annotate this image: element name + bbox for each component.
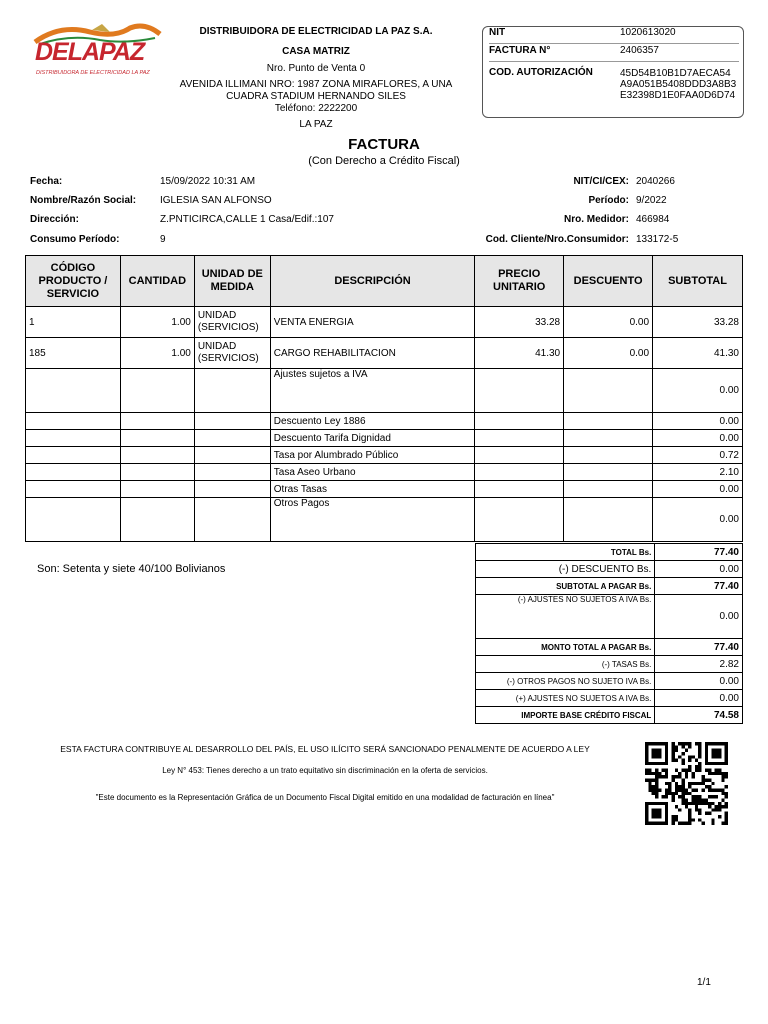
- table-row: [26, 338, 743, 369]
- cliente-label: Cod. Cliente/Nro.Consumidor:: [485, 234, 629, 245]
- auth-label: COD. AUTORIZACIÓN: [489, 67, 593, 78]
- adjustment-row: [26, 481, 743, 498]
- adjustment-row: [26, 430, 743, 447]
- col-subtotal: SUBTOTAL: [653, 256, 743, 307]
- adjust-no-iva-label: (-) AJUSTES NO SUJETOS A IVA Bs.: [476, 595, 655, 639]
- other-payments-value: 0.00: [655, 673, 743, 690]
- col-descripcion: DESCRIPCIÓN: [270, 256, 474, 307]
- adjustment-label: Tasa Aseo Urbano: [270, 464, 474, 481]
- totals-row: [476, 544, 743, 561]
- auth-row: [489, 67, 739, 107]
- adjustment-label: Otras Tasas: [270, 481, 474, 498]
- amount-due-label: MONTO TOTAL A PAGAR Bs.: [476, 639, 655, 656]
- nit-row: [489, 27, 739, 44]
- row-subtotal: 41.30: [653, 338, 743, 369]
- totals-table: [475, 543, 743, 724]
- table-row: [26, 307, 743, 338]
- point-of-sale: Nro. Punto de Venta 0: [266, 63, 366, 74]
- invoice-number: 2406357: [620, 45, 659, 56]
- adjustment-row: [26, 498, 743, 542]
- adjustment-value: 0.00: [653, 481, 743, 498]
- taxes-label: (-) TASAS Bs.: [476, 656, 655, 673]
- medidor-value: 466984: [636, 214, 670, 225]
- adjustment-row: [26, 447, 743, 464]
- adjustment-row: [26, 369, 743, 413]
- row-cantidad: 1.00: [120, 338, 194, 369]
- medidor-label: Nro. Medidor:: [564, 214, 629, 225]
- fecha-value: 15/09/2022 10:31 AM: [160, 176, 256, 187]
- tax-credit-base-label: IMPORTE BASE CRÉDITO FISCAL: [476, 707, 655, 724]
- nombre-label: Nombre/Razón Social:: [30, 195, 137, 206]
- legend-law: ESTA FACTURA CONTRIBUYE AL DESARROLLO DEL PAÍS, EL USO ILÍCITO SERÁ SANCIONADO PENALMENTE DE ACUERDO A LEY: [60, 744, 590, 754]
- company-logo: [30, 22, 165, 82]
- legend-ley-453: Ley N° 453: Tienes derecho a un trato equitativo sin discriminación en la oferta de servicios.: [162, 766, 488, 775]
- row-descripcion: CARGO REHABILITACION: [270, 338, 474, 369]
- company-city: LA PAZ: [299, 119, 333, 130]
- col-codigo: CÓDIGO PRODUCTO / SERVICIO: [26, 256, 121, 307]
- qr-code-graphic: [645, 741, 728, 826]
- adjustment-label: Ajustes sujetos a IVA: [270, 369, 474, 413]
- total-value: 77.40: [655, 544, 743, 561]
- address-line-2: CUADRA STADIUM HERNANDO SILES: [226, 91, 406, 102]
- direccion-value: Z.PNTICIRCA,CALLE 1 Casa/Edif.:107: [160, 214, 334, 225]
- adjustment-row: [26, 464, 743, 481]
- invoice-subtitle: (Con Derecho a Crédito Fiscal): [308, 155, 460, 167]
- adjustment-value: 0.00: [653, 413, 743, 430]
- adjustment-value: 0.00: [653, 369, 743, 413]
- totals-row: [476, 707, 743, 724]
- auth-line-1: 45D54B10B1D7AECA54: [620, 68, 731, 79]
- adjustment-label: Tasa por Alumbrado Público: [270, 447, 474, 464]
- company-branch: CASA MATRIZ: [282, 46, 350, 57]
- invoice-label: FACTURA N°: [489, 45, 551, 56]
- totals-row: [476, 639, 743, 656]
- periodo-label: Período:: [588, 195, 629, 206]
- totals-row: [476, 578, 743, 595]
- totals-row: [476, 656, 743, 673]
- discount-label: (-) DESCUENTO Bs.: [476, 561, 655, 578]
- consumo-value: 9: [160, 234, 166, 245]
- taxes-value: 2.82: [655, 656, 743, 673]
- table-header-row: [26, 256, 743, 307]
- legend-digital-doc: "Este documento es la Representación Gráfica de un Documento Fiscal Digital emitido en una modalidad de facturación en línea": [95, 793, 555, 802]
- totals-row: [476, 595, 743, 639]
- cliente-value: 133172-5: [636, 234, 679, 245]
- row-cantidad: 1.00: [120, 307, 194, 338]
- amount-due-value: 77.40: [655, 639, 743, 656]
- adjustment-label: Otros Pagos: [270, 498, 474, 542]
- col-precio: PRECIO UNITARIO: [475, 256, 564, 307]
- logo-text: DELAPAZ: [35, 38, 145, 66]
- company-phone: Teléfono: 2222200: [274, 103, 358, 114]
- page-number: 1/1: [697, 977, 711, 988]
- adjustment-label: Descuento Ley 1886: [270, 413, 474, 430]
- totals-row: [476, 561, 743, 578]
- fiscal-info-box: [482, 26, 744, 118]
- plus-adjust-label: (+) AJUSTES NO SUJETOS A IVA Bs.: [476, 690, 655, 707]
- nit-ci-value: 2040266: [636, 176, 675, 187]
- adjustment-value: 2.10: [653, 464, 743, 481]
- total-label: TOTAL Bs.: [476, 544, 655, 561]
- row-precio: 41.30: [475, 338, 564, 369]
- logo-tagline: DISTRIBUIDORA DE ELECTRICIDAD LA PAZ: [36, 70, 150, 76]
- direccion-label: Dirección:: [30, 214, 79, 225]
- row-codigo: 185: [26, 338, 121, 369]
- adjustment-value: 0.00: [653, 430, 743, 447]
- items-table: [25, 255, 743, 542]
- invoice-row: [489, 45, 739, 62]
- adjust-no-iva-value: 0.00: [655, 595, 743, 639]
- col-descuento: DESCUENTO: [564, 256, 653, 307]
- auth-line-3: E32398D1E0FAA0D6D74: [620, 90, 736, 101]
- plus-adjust-value: 0.00: [655, 690, 743, 707]
- row-unidad: UNIDAD (SERVICIOS): [194, 307, 270, 338]
- auth-line-2: A9A051B5408DDD3A8B3: [620, 79, 737, 90]
- totals-row: [476, 690, 743, 707]
- row-descripcion: VENTA ENERGIA: [270, 307, 474, 338]
- adjustment-row: [26, 413, 743, 430]
- subtotal-pay-value: 77.40: [655, 578, 743, 595]
- col-unidad: UNIDAD DE MEDIDA: [194, 256, 270, 307]
- fecha-label: Fecha:: [30, 176, 63, 187]
- subtotal-pay-label: SUBTOTAL A PAGAR Bs.: [476, 578, 655, 595]
- nombre-value: IGLESIA SAN ALFONSO: [160, 195, 272, 206]
- nit-value: 1020613020: [620, 27, 676, 38]
- adjustment-value: 0.72: [653, 447, 743, 464]
- row-descuento: 0.00: [564, 338, 653, 369]
- periodo-value: 9/2022: [636, 195, 667, 206]
- discount-value: 0.00: [655, 561, 743, 578]
- nit-ci-label: NIT/CI/CEX:: [573, 176, 629, 187]
- adjustment-value: 0.00: [653, 498, 743, 542]
- row-codigo: 1: [26, 307, 121, 338]
- row-unidad: UNIDAD (SERVICIOS): [194, 338, 270, 369]
- other-payments-label: (-) OTROS PAGOS NO SUJETO IVA Bs.: [476, 673, 655, 690]
- nit-label: NIT: [489, 27, 506, 38]
- address-line-1: AVENIDA ILLIMANI NRO: 1987 ZONA MIRAFLORES, A UNA: [179, 79, 453, 90]
- row-precio: 33.28: [475, 307, 564, 338]
- invoice-title: FACTURA: [348, 136, 420, 153]
- totals-row: [476, 673, 743, 690]
- amount-in-words: Son: Setenta y siete 40/100 Bolivianos: [37, 563, 226, 575]
- adjustment-label: Descuento Tarifa Dignidad: [270, 430, 474, 447]
- row-subtotal: 33.28: [653, 307, 743, 338]
- col-cantidad: CANTIDAD: [120, 256, 194, 307]
- tax-credit-base-value: 74.58: [655, 707, 743, 724]
- company-name: DISTRIBUIDORA DE ELECTRICIDAD LA PAZ S.A.: [199, 26, 433, 37]
- qr-code: [645, 741, 728, 826]
- row-descuento: 0.00: [564, 307, 653, 338]
- consumo-label: Consumo Período:: [30, 234, 120, 245]
